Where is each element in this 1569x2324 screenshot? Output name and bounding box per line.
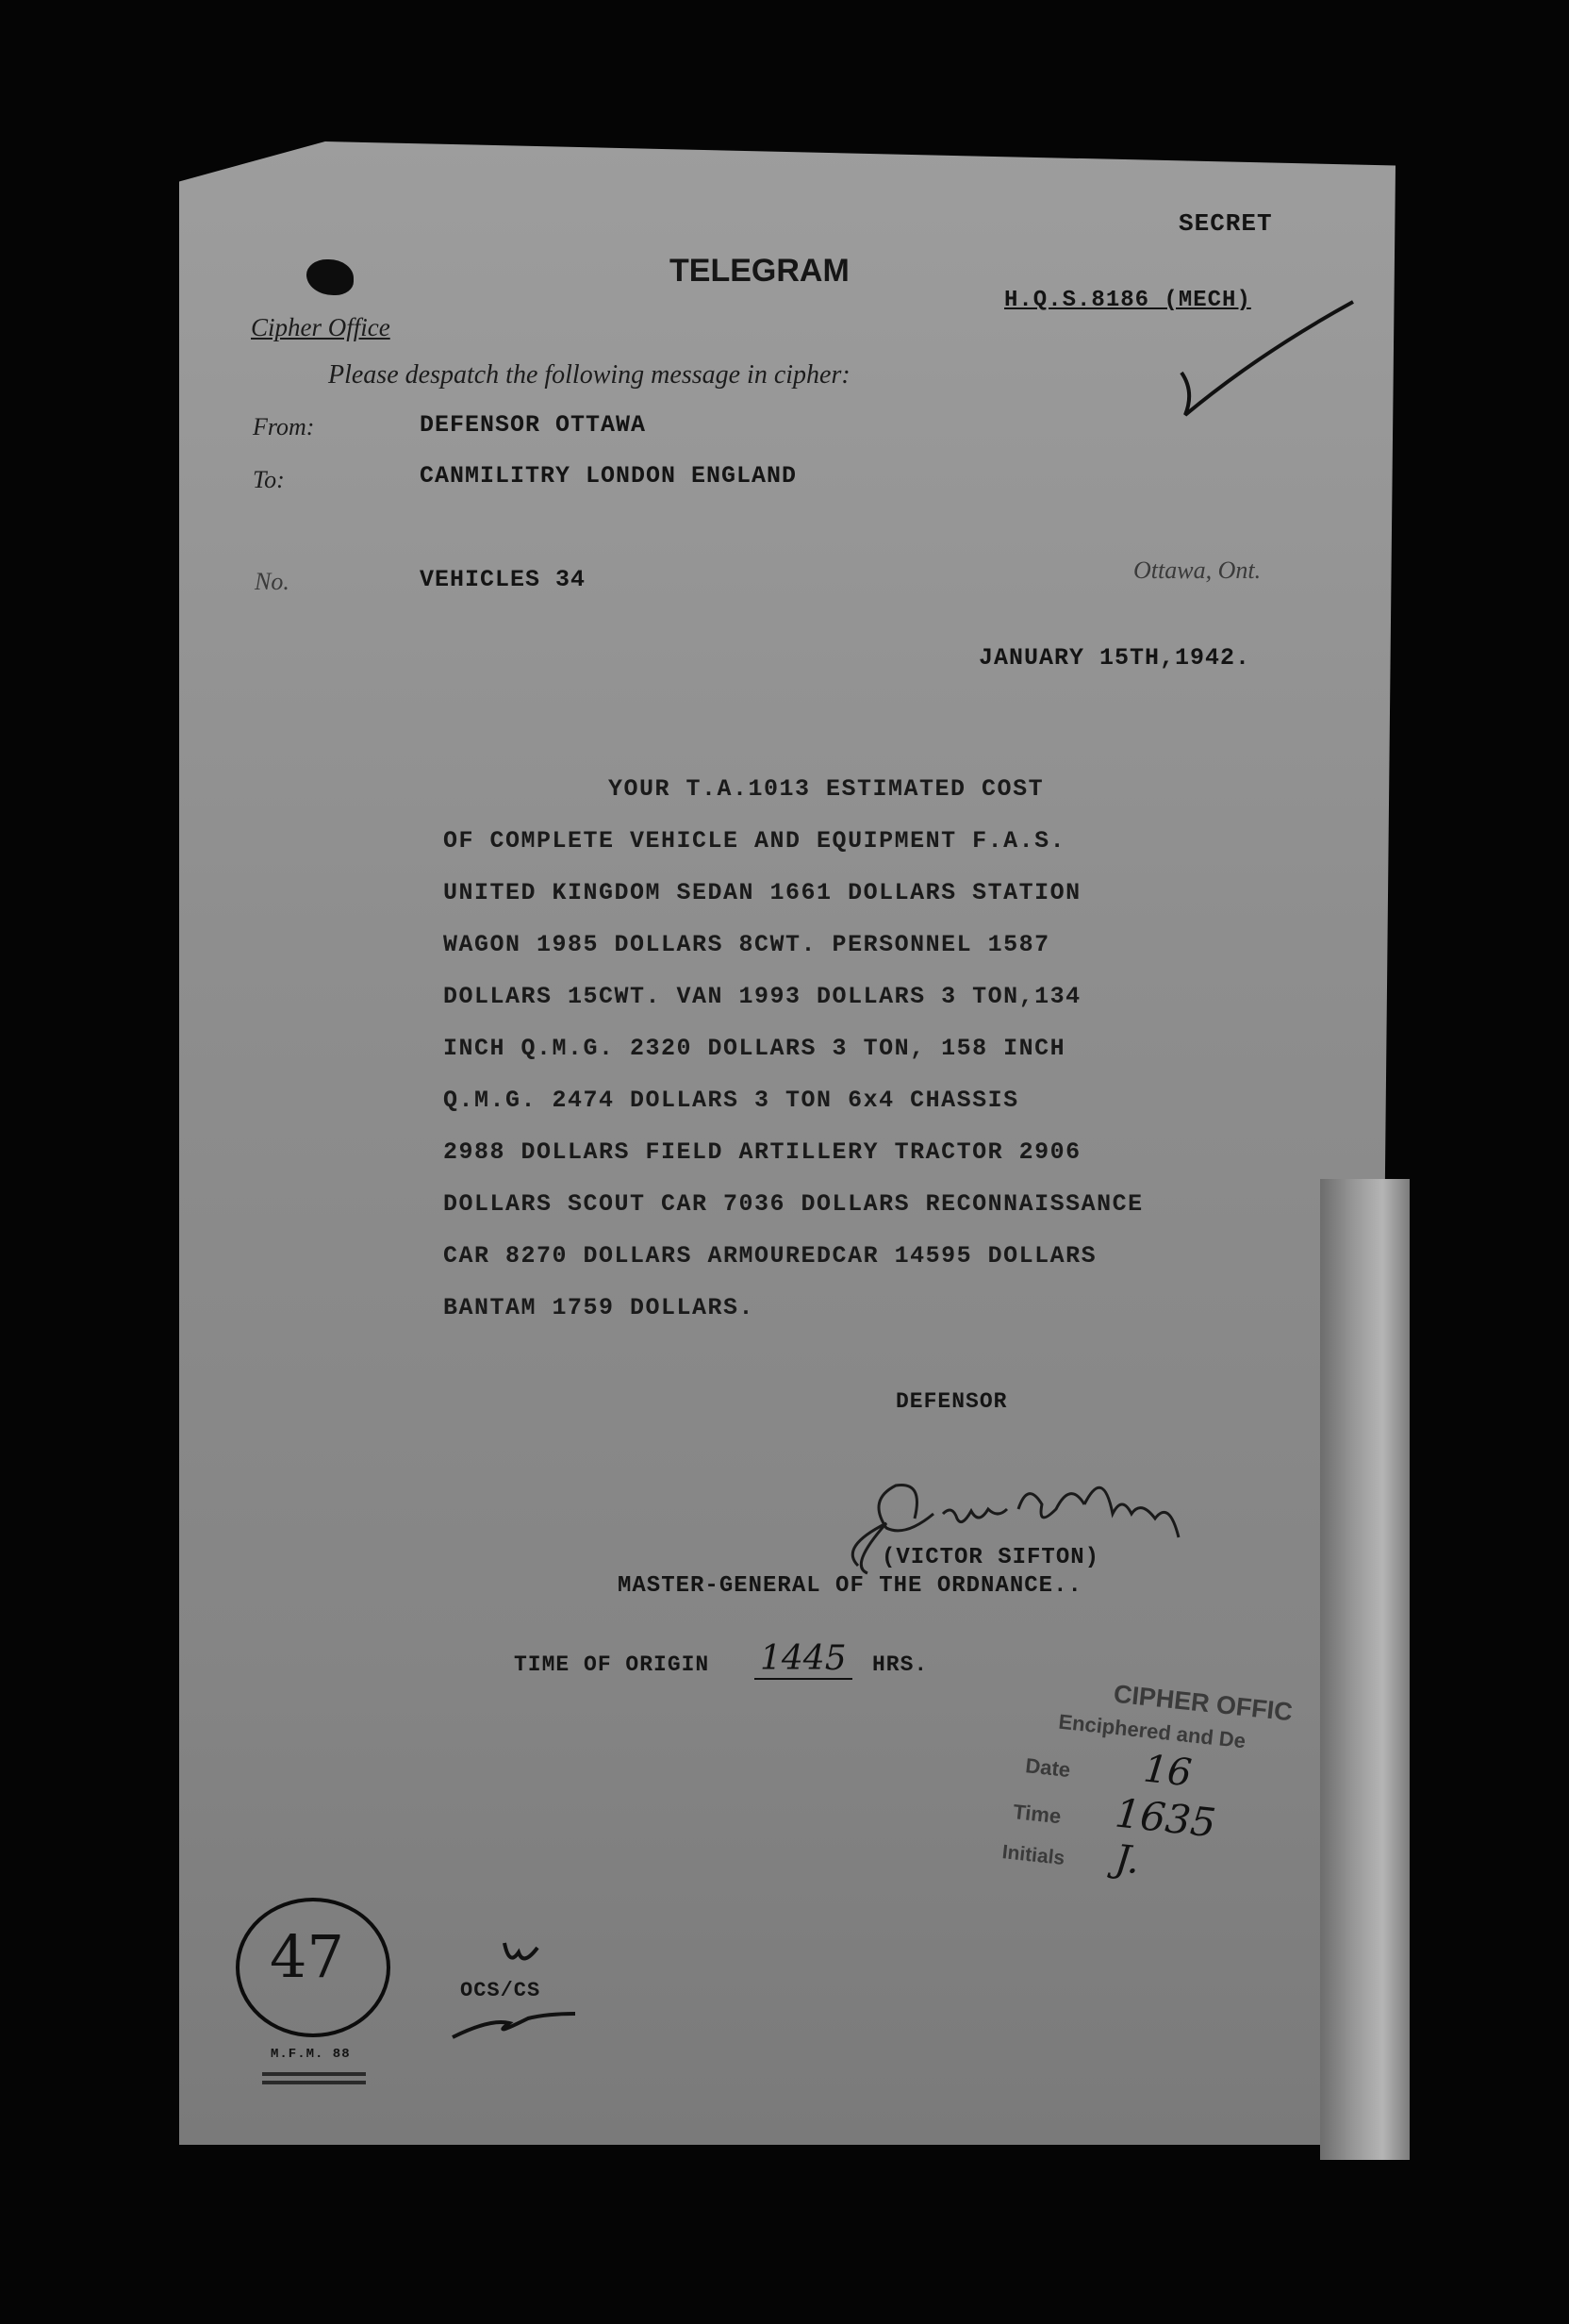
message-line: INCH Q.M.G. 2320 DOLLARS 3 TON, 158 INCH bbox=[443, 1035, 1066, 1062]
despatch-instruction: Please despatch the following message in cipher: bbox=[328, 360, 851, 390]
stamp-initials-value: J. bbox=[1113, 1836, 1142, 1884]
message-line: WAGON 1985 DOLLARS 8CWT. PERSONNEL 1587 bbox=[443, 931, 1050, 958]
from-label: From: bbox=[253, 413, 315, 440]
to-label: To: bbox=[253, 466, 285, 493]
paper-fold-edge bbox=[1320, 1179, 1410, 2160]
message-line: BANTAM 1759 DOLLARS. bbox=[443, 1294, 755, 1321]
stamp-initials-label: Initials bbox=[1000, 1841, 1066, 1869]
origin-time: 1445 bbox=[754, 1639, 852, 1680]
message-line: DOLLARS SCOUT CAR 7036 DOLLARS RECONNAISSANCE bbox=[443, 1190, 1144, 1218]
to-value: CANMILITRY LONDON ENGLAND bbox=[420, 462, 798, 490]
origin-suffix: HRS. bbox=[872, 1652, 929, 1677]
classification-label: SECRET bbox=[1179, 209, 1273, 238]
form-code: M.F.M. 88 bbox=[271, 2047, 351, 2062]
page-number-circle bbox=[236, 1898, 390, 2037]
message-line: UNITED KINGDOM SEDAN 1661 DOLLARS STATION bbox=[443, 879, 1082, 906]
signatory-title: MASTER-GENERAL OF THE ORDNANCE.. bbox=[618, 1573, 1082, 1599]
telegram-title: TELEGRAM bbox=[669, 253, 850, 289]
number-value: VEHICLES 34 bbox=[420, 566, 586, 593]
message-line: OF COMPLETE VEHICLE AND EQUIPMENT F.A.S. bbox=[443, 827, 1066, 855]
stamp-date-value: 16 bbox=[1141, 1747, 1195, 1796]
message-line: CAR 8270 DOLLARS ARMOUREDCAR 14595 DOLLARS bbox=[443, 1242, 1098, 1270]
message-date: JANUARY 15TH,1942. bbox=[979, 644, 1251, 672]
stamp-date-label: Date bbox=[1024, 1753, 1072, 1783]
signatory-name: (VICTOR SIFTON) bbox=[882, 1545, 1100, 1570]
page-number: 47 bbox=[270, 1922, 344, 1991]
message-line: 2988 DOLLARS FIELD ARTILLERY TRACTOR 2906 bbox=[443, 1138, 1082, 1166]
message-line: YOUR T.A.1013 ESTIMATED COST bbox=[608, 775, 1045, 803]
stamp-time-label: Time bbox=[1012, 1800, 1063, 1829]
place-label: Ottawa, Ont. bbox=[1133, 556, 1262, 584]
sender-name: DEFENSOR bbox=[896, 1389, 1008, 1414]
stamp-subheading: Enciphered and De bbox=[1057, 1709, 1247, 1753]
origin-label: TIME OF ORIGIN bbox=[514, 1652, 710, 1677]
ocs-mark: OCS/CS bbox=[460, 1979, 541, 2002]
stamp-heading: CIPHER OFFIC bbox=[1112, 1679, 1295, 1727]
number-label: No. bbox=[255, 568, 289, 595]
from-value: DEFENSOR OTTAWA bbox=[420, 411, 647, 439]
stamp-time-value: 1635 bbox=[1113, 1789, 1218, 1847]
form-print-lines bbox=[262, 2067, 366, 2089]
checkmark-icon bbox=[1174, 297, 1363, 424]
message-line: DOLLARS 15CWT. VAN 1993 DOLLARS 3 TON,134 bbox=[443, 983, 1082, 1010]
message-line: Q.M.G. 2474 DOLLARS 3 TON 6x4 CHASSIS bbox=[443, 1087, 1019, 1114]
cipher-office-label: Cipher Office bbox=[251, 313, 390, 341]
reference-number: H.Q.S.8186 (MECH) bbox=[1004, 288, 1251, 313]
cipher-office-stamp bbox=[992, 1658, 1341, 1936]
initials-scribble bbox=[443, 1924, 594, 2047]
